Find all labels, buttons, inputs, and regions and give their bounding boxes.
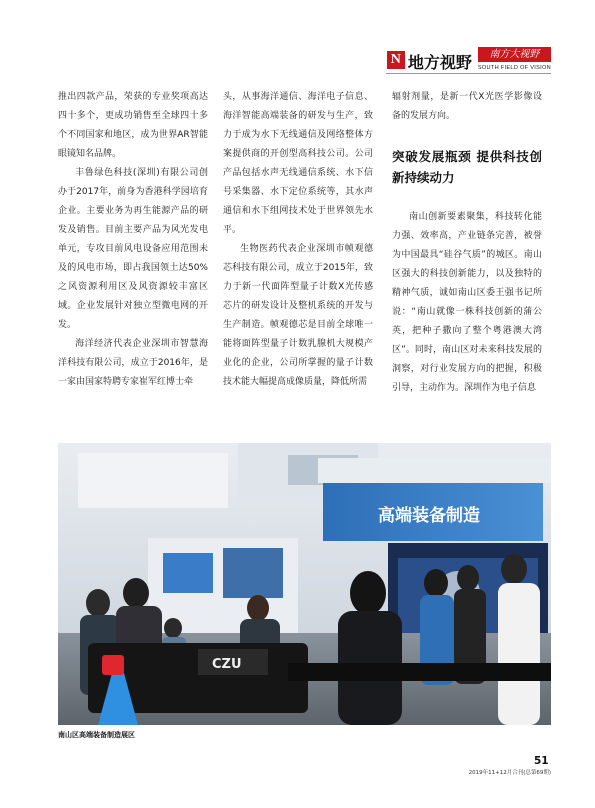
text-column-2	[223, 88, 373, 392]
brand-block	[478, 47, 551, 71]
paragraph: 南山创新要素聚集，科技转化能力强、效率高，产业链条完善，被誉为中国最具“硅谷气质”的城区。南山区强大的科技创新能力，以及独特的精神气质，诚如南山区委王强书记所说：“南山就像一株科技创新的蒲公英，把种子撒向了整个粤港澳大湾区”。同时，南山区对未来科技发展的洞察，对行业发展方向的把握，积极引导，主动作为。深圳作为电子信息	[392, 212, 542, 393]
header-rule	[386, 73, 551, 74]
section-heading: 突破发展瓶颈 提供科技创新持续动力	[392, 149, 542, 185]
text-column-1	[58, 88, 208, 392]
paragraph: 推出四款产品，荣获的专业奖项高达四十多个，更成功销售至全球四十多个不同国家和地区，成为世界AR智能眼镜知名品牌。	[58, 92, 208, 159]
photo-caption: 南山区高端装备制造展区	[58, 731, 135, 739]
paragraph: 丰鲁绿色科技(深圳)有限公司创办于2017年，前身为香港科学园培育企业。主要业务为再生能源产品的研发及销售。目前主要产品为风光发电单元，专攻目前风电设备应用范围未及的风电市场，即占我国领土达50%之风资源利用区及风资源较丰富区域。企业发展针对独立型微电网的开发。	[58, 168, 208, 330]
magazine-subtitle: SOUTH FIELD OF VISION	[477, 65, 551, 71]
page-number: 51	[534, 755, 549, 767]
paragraph: 辐射剂量，是新一代X光医学影像设备的发展方向。	[392, 92, 542, 121]
equipment-brand: CZU	[212, 657, 242, 672]
banner-text: 高端装备制造	[378, 506, 480, 526]
paragraph: 生物医药代表企业深圳市帧观德芯科技有限公司，成立于2015年，致力于新一代面阵型量子计数X光传感芯片的研发设计及整机系统的开发与生产制造。帧观德芯是目前全球唯一能将面阵型量子计数乳腺机大规模产业化的企业，公司所掌握的量子计数技术能大幅提高成像质量，降低所需	[223, 244, 373, 387]
photo-illustration	[58, 443, 551, 725]
paragraph: 头，从事海洋通信、海洋电子信息、海洋智能高端装备的研发与生产，致力于成为水下无线通信及网络整体方案提供商的开创型高科技公司。公司产品包括水声无线通信系统、水下信号采集器、水下定位系统等，其水声通信和水下组网技术处于世界领先水平。	[223, 92, 373, 235]
exhibition-photo	[58, 443, 551, 725]
magazine-badge: 南方大视野	[478, 47, 551, 62]
paragraph: 海洋经济代表企业深圳市智慧海洋科技有限公司，成立于2016年，是一家由国家特聘专家崔军红博士牵	[58, 339, 208, 387]
section-title: 地方视野	[407, 53, 472, 72]
issue-info: 2019年11+12月合刊(总第69期)	[468, 770, 551, 776]
text-column-3	[392, 88, 542, 398]
header-brand	[387, 47, 551, 73]
brand-logo: N	[387, 51, 405, 69]
